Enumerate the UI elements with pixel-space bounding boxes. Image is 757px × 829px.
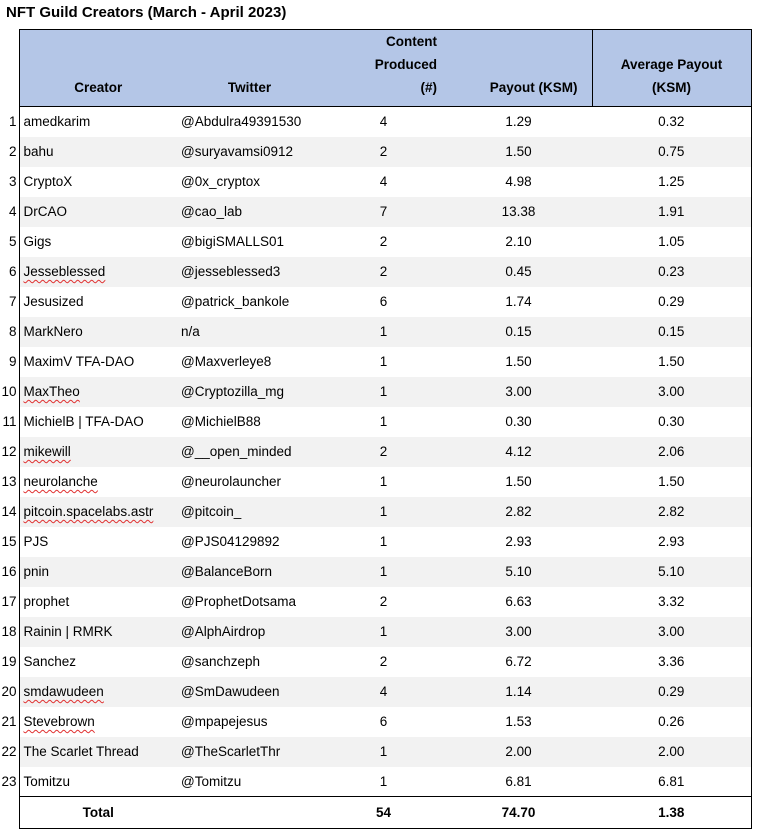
row-number: 13 <box>0 467 19 497</box>
content-count-cell[interactable]: 7 <box>322 197 445 227</box>
row-number: 12 <box>0 437 19 467</box>
twitter-cell[interactable]: @mpapejesus <box>181 714 268 729</box>
creator-name-text: neurolanche <box>23 474 98 489</box>
average-payout-cell[interactable]: 2.82 <box>592 497 751 527</box>
payout-cell[interactable]: 3.00 <box>445 617 592 647</box>
sheet-title: NFT Guild Creators (March - April 2023) <box>6 4 287 21</box>
creator-cell[interactable] <box>19 377 177 407</box>
content-count-cell[interactable]: 1 <box>322 497 445 527</box>
row-number: 9 <box>0 347 19 377</box>
average-payout-cell[interactable]: 0.75 <box>592 137 751 167</box>
content-count-cell[interactable]: 2 <box>322 137 445 167</box>
average-payout-cell[interactable]: 1.05 <box>592 227 751 257</box>
table-row <box>0 167 751 197</box>
twitter-cell[interactable]: @patrick_bankole <box>181 294 290 309</box>
content-count-cell[interactable]: 2 <box>322 437 445 467</box>
column-header-content[interactable] <box>322 30 445 107</box>
twitter-cell[interactable]: @Tomitzu <box>181 773 242 789</box>
creator-cell[interactable] <box>19 467 177 497</box>
table-row <box>0 437 751 467</box>
content-count-cell[interactable]: 2 <box>322 257 445 287</box>
payout-cell[interactable]: 4.12 <box>445 437 592 467</box>
twitter-cell[interactable]: n/a <box>177 317 322 347</box>
twitter-cell[interactable]: @neurolauncher <box>181 474 282 489</box>
average-payout-cell[interactable]: 6.81 <box>592 767 751 797</box>
creator-cell[interactable]: Gigs <box>19 227 177 257</box>
twitter-header-label: Twitter <box>227 80 272 95</box>
content-count-cell[interactable]: 1 <box>322 737 445 767</box>
total-content-cell[interactable]: 54 <box>322 797 445 829</box>
creator-name-text: mikewill <box>23 444 71 459</box>
table-row <box>0 767 751 797</box>
average-payout-cell[interactable]: 3.00 <box>592 377 751 407</box>
table-row <box>0 197 751 227</box>
creators-table <box>0 29 752 829</box>
column-header-payout[interactable] <box>445 30 592 107</box>
content-count-cell[interactable]: 1 <box>322 557 445 587</box>
average-payout-cell[interactable]: 0.15 <box>592 317 751 347</box>
payout-cell[interactable]: 5.10 <box>445 557 592 587</box>
average-payout-cell[interactable]: 2.06 <box>592 437 751 467</box>
creator-cell[interactable]: Sanchez <box>19 647 177 677</box>
creator-cell[interactable]: The Scarlet Thread <box>19 737 177 767</box>
table-row <box>0 527 751 557</box>
content-header-line1: Content Produced <box>374 34 437 72</box>
table-row <box>0 707 751 737</box>
content-count-cell[interactable]: 1 <box>379 773 388 789</box>
table-row <box>0 377 751 407</box>
creator-name-text: Jesseblessed <box>23 264 106 279</box>
payout-cell[interactable]: 1.53 <box>505 714 532 729</box>
row-number: 18 <box>0 617 19 647</box>
payout-cell[interactable]: 6.63 <box>505 594 532 609</box>
twitter-cell[interactable]: @__open_minded <box>177 437 322 467</box>
creator-cell[interactable]: MaximV TFA-DAO <box>19 347 177 377</box>
average-payout-cell[interactable]: 0.32 <box>592 107 751 137</box>
twitter-cell[interactable]: @pitcoin_ <box>177 497 322 527</box>
creator-cell[interactable]: CryptoX <box>19 167 177 197</box>
average-payout-cell[interactable]: 1.25 <box>592 167 751 197</box>
average-payout-cell[interactable]: 0.29 <box>592 287 751 317</box>
content-count-cell[interactable]: 2 <box>379 654 388 669</box>
row-number: 19 <box>0 647 19 677</box>
creator-cell[interactable]: amedkarim <box>19 107 177 137</box>
creator-cell[interactable]: prophet <box>19 587 177 617</box>
row-number: 2 <box>0 137 19 167</box>
row-number: 10 <box>0 377 19 407</box>
table-row <box>0 107 751 137</box>
content-count-cell[interactable]: 1 <box>322 617 445 647</box>
creator-name-text: pitcoin.spacelabs.astr <box>23 504 154 519</box>
content-count-cell[interactable]: 1 <box>322 317 445 347</box>
row-number: 4 <box>0 197 19 227</box>
avg-header-line2: (KSM) <box>652 80 691 95</box>
header-row <box>0 30 751 107</box>
twitter-cell[interactable]: @cao_lab <box>177 197 322 227</box>
total-label-cell[interactable]: Total <box>19 797 177 829</box>
average-payout-cell[interactable]: 0.29 <box>592 677 751 707</box>
content-header-line2: (#) <box>420 80 437 95</box>
creator-cell[interactable]: MarkNero <box>19 317 177 347</box>
table-row <box>0 497 751 527</box>
row-number: 11 <box>0 407 19 437</box>
row-number: 6 <box>0 257 19 287</box>
creator-cell[interactable]: Tomitzu <box>19 767 177 797</box>
content-count-cell[interactable]: 4 <box>322 677 445 707</box>
creator-cell[interactable] <box>19 677 177 707</box>
payout-cell[interactable]: 1.74 <box>505 294 532 309</box>
payout-cell[interactable]: 3.00 <box>445 377 592 407</box>
twitter-cell[interactable]: @bigiSMALLS01 <box>181 234 285 249</box>
creator-cell[interactable] <box>19 437 177 467</box>
twitter-cell[interactable]: @SmDawudeen <box>177 677 322 707</box>
row-number: 22 <box>0 737 19 767</box>
avg-header-line1: Average Payout <box>620 57 723 72</box>
column-header-average-payout[interactable] <box>592 30 751 107</box>
content-count-cell[interactable]: 6 <box>379 294 388 309</box>
total-average-cell[interactable]: 1.38 <box>592 797 751 829</box>
content-count-cell[interactable]: 1 <box>379 534 388 549</box>
creator-cell[interactable]: Jesusized <box>19 287 177 317</box>
payout-cell[interactable]: 1.50 <box>445 137 592 167</box>
content-count-cell[interactable]: 1 <box>322 377 445 407</box>
creator-cell[interactable]: DrCAO <box>19 197 177 227</box>
table-row <box>0 137 751 167</box>
row-number: 14 <box>0 497 19 527</box>
twitter-cell[interactable]: @BalanceBorn <box>177 557 322 587</box>
payout-cell[interactable]: 1.50 <box>505 354 532 369</box>
twitter-cell[interactable]: @Maxverleye8 <box>181 354 272 369</box>
payout-cell[interactable]: 1.14 <box>445 677 592 707</box>
average-payout-cell[interactable]: 2.00 <box>592 737 751 767</box>
twitter-cell[interactable]: @Abdulra49391530 <box>181 114 302 130</box>
payout-cell[interactable]: 2.93 <box>505 534 532 549</box>
twitter-cell[interactable]: @ProphetDotsama <box>181 594 297 609</box>
payout-cell[interactable]: 6.72 <box>505 654 532 669</box>
table-row <box>0 257 751 287</box>
creator-cell[interactable] <box>19 497 177 527</box>
creator-cell[interactable]: MichielB | TFA-DAO <box>19 407 177 437</box>
total-twitter-cell[interactable] <box>177 797 322 829</box>
row-number: 21 <box>0 707 19 737</box>
average-payout-cell[interactable]: 0.30 <box>592 407 751 437</box>
total-payout-cell[interactable]: 74.70 <box>445 797 592 829</box>
row-number: 20 <box>0 677 19 707</box>
content-count-cell[interactable]: 2 <box>379 234 388 249</box>
row-number: 3 <box>0 167 19 197</box>
column-header-creator[interactable] <box>19 30 177 107</box>
row-number: 17 <box>0 587 19 617</box>
average-payout-cell[interactable]: 0.23 <box>592 257 751 287</box>
average-payout-cell[interactable]: 1.50 <box>592 467 751 497</box>
content-count-cell[interactable]: 1 <box>379 354 388 369</box>
payout-cell[interactable]: 0.15 <box>445 317 592 347</box>
twitter-cell[interactable]: @Cryptozilla_mg <box>177 377 322 407</box>
payout-cell[interactable]: 1.29 <box>505 114 532 130</box>
table-row <box>0 467 751 497</box>
average-payout-cell[interactable]: 0.26 <box>592 707 751 737</box>
payout-cell[interactable]: 6.81 <box>505 773 532 789</box>
average-payout-cell[interactable]: 3.00 <box>592 617 751 647</box>
table-row <box>0 737 751 767</box>
table-row <box>0 407 751 437</box>
payout-header-label: Payout (KSM) <box>489 80 578 95</box>
table-row <box>0 647 751 677</box>
creator-cell[interactable]: Rainin | RMRK <box>19 617 177 647</box>
payout-cell[interactable]: 2.10 <box>505 234 532 249</box>
content-count-cell[interactable]: 1 <box>379 474 388 489</box>
total-row-number <box>0 797 19 829</box>
row-number: 1 <box>0 107 19 137</box>
row-number: 16 <box>0 557 19 587</box>
creator-cell[interactable] <box>19 257 177 287</box>
twitter-cell[interactable]: @0x_cryptox <box>181 174 260 189</box>
twitter-cell[interactable]: @AlphAirdrop <box>177 617 322 647</box>
average-payout-cell[interactable]: 1.91 <box>592 197 751 227</box>
content-count-cell[interactable]: 6 <box>379 714 388 729</box>
twitter-cell[interactable]: @sanchzeph <box>181 654 261 669</box>
content-count-cell[interactable]: 1 <box>379 414 388 429</box>
row-number: 8 <box>0 317 19 347</box>
table-row <box>0 677 751 707</box>
creator-name-text: MaxTheo <box>23 384 80 399</box>
payout-cell[interactable]: 2.00 <box>445 737 592 767</box>
creator-cell[interactable]: PJS <box>19 527 177 557</box>
payout-cell[interactable]: 1.50 <box>505 474 532 489</box>
average-payout-cell[interactable]: 5.10 <box>592 557 751 587</box>
payout-cell[interactable]: 0.45 <box>445 257 592 287</box>
table-row <box>0 317 751 347</box>
payout-cell[interactable]: 2.82 <box>445 497 592 527</box>
creator-cell[interactable]: bahu <box>19 137 177 167</box>
content-count-cell[interactable]: 4 <box>379 114 388 130</box>
twitter-cell[interactable]: @MichielB88 <box>181 414 261 429</box>
row-number: 15 <box>0 527 19 557</box>
average-payout-cell[interactable]: 1.50 <box>592 347 751 377</box>
average-payout-cell[interactable]: 2.93 <box>592 527 751 557</box>
row-number-header <box>0 30 19 107</box>
column-header-twitter[interactable] <box>177 30 322 107</box>
content-count-cell[interactable]: 4 <box>379 174 388 189</box>
payout-cell[interactable]: 4.98 <box>505 174 532 189</box>
content-count-cell[interactable]: 2 <box>379 594 388 609</box>
table-row <box>0 617 751 647</box>
row-number: 7 <box>0 287 19 317</box>
table-body <box>0 107 751 829</box>
twitter-cell[interactable]: @PJS04129892 <box>181 534 280 549</box>
row-number: 5 <box>0 227 19 257</box>
creator-cell[interactable]: pnin <box>19 557 177 587</box>
creator-header-label: Creator <box>74 80 123 95</box>
average-payout-cell[interactable]: 3.32 <box>592 587 751 617</box>
creator-name-text: smdawudeen <box>23 684 104 699</box>
row-number: 23 <box>0 767 19 797</box>
table-row <box>0 287 751 317</box>
total-row <box>0 797 751 829</box>
table-row <box>0 557 751 587</box>
payout-cell[interactable]: 0.30 <box>505 414 532 429</box>
payout-cell[interactable]: 13.38 <box>445 197 592 227</box>
table-row <box>0 347 751 377</box>
average-payout-cell[interactable]: 3.36 <box>592 647 751 677</box>
table-row <box>0 227 751 257</box>
creator-cell[interactable] <box>19 707 177 737</box>
twitter-cell[interactable]: @suryavamsi0912 <box>177 137 322 167</box>
twitter-cell[interactable]: @jesseblessed3 <box>177 257 322 287</box>
creator-name-text: Stevebrown <box>23 714 95 729</box>
table-row <box>0 587 751 617</box>
twitter-cell[interactable]: @TheScarletThr <box>177 737 322 767</box>
